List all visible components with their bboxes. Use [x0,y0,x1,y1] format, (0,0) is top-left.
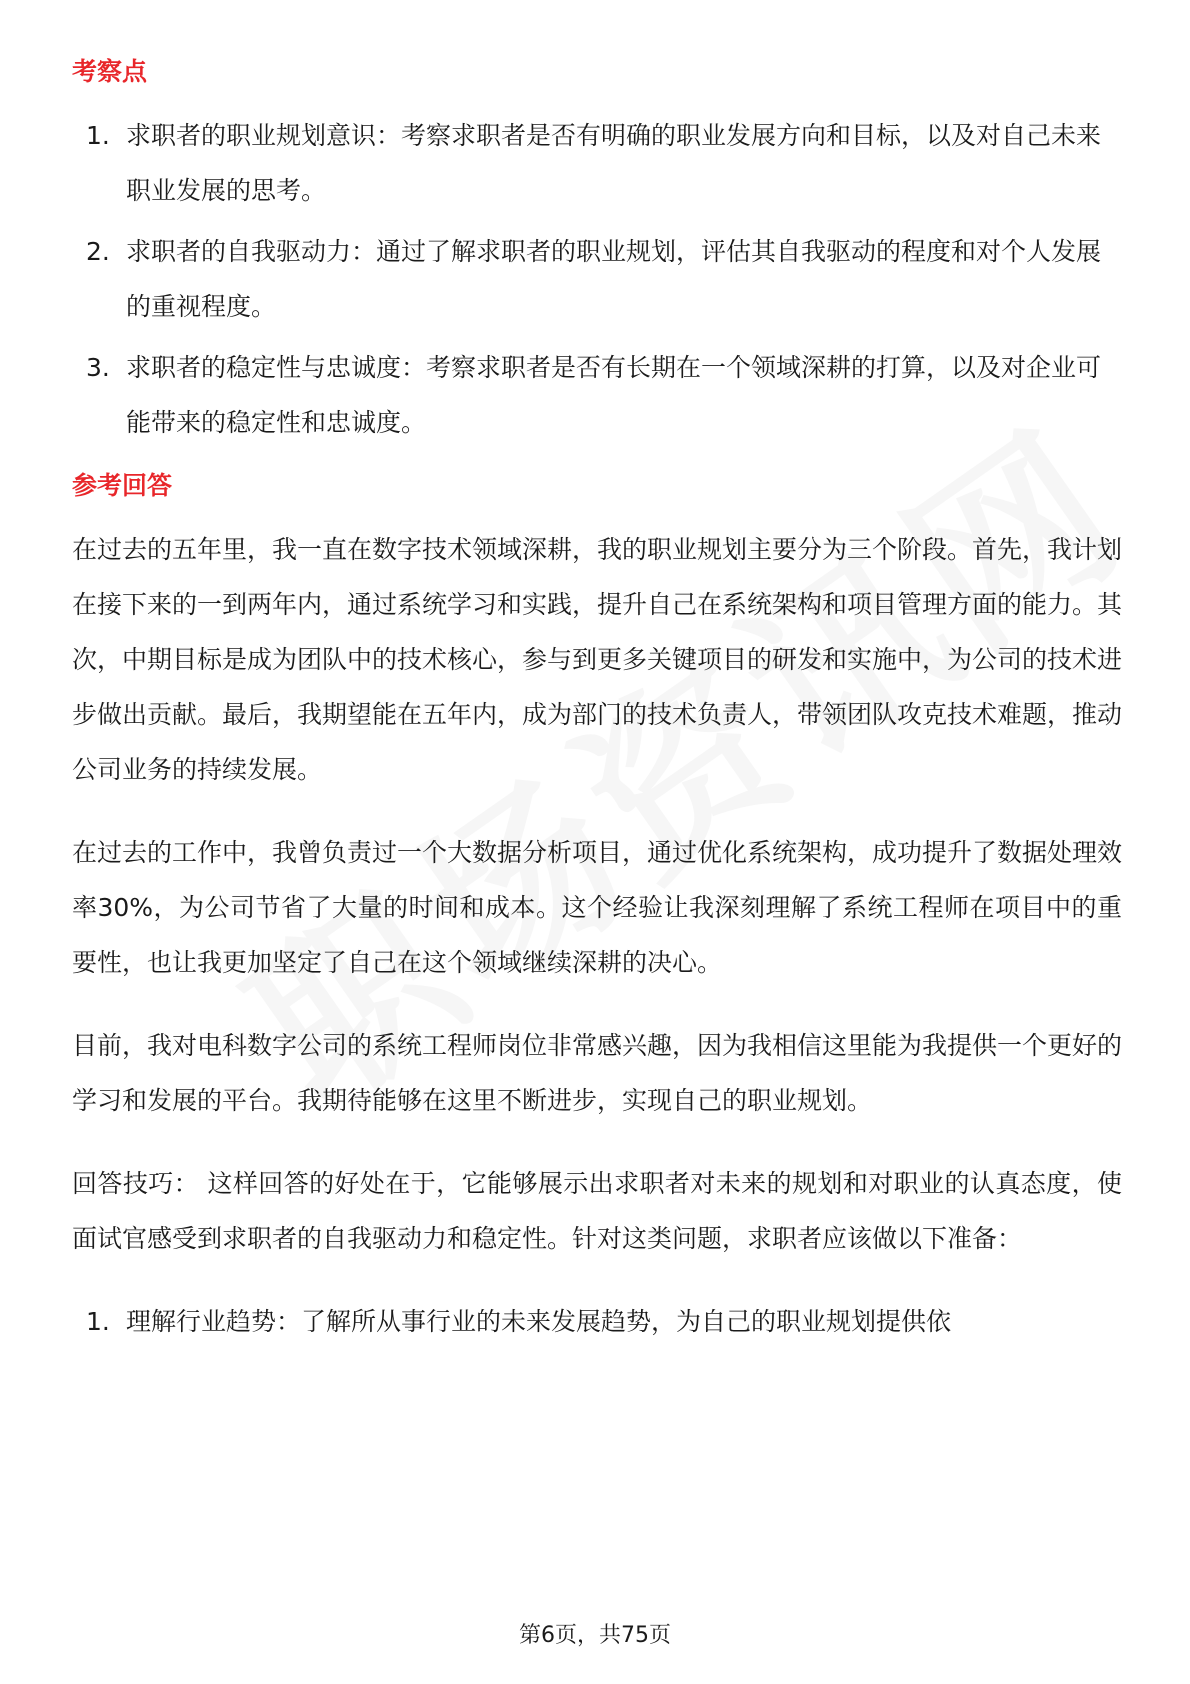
answer-paragraph: 在过去的工作中，我曾负责过一个大数据分析项目，通过优化系统架构，成功提升了数据处理效率30%，为公司节省了大量的时间和成本。这个经验让我深刻理解了系统工程师在项目中的重要性，也让我更加坚定了自己在这个领域继续深耕的决心。 [72,838,1123,977]
page-content [72,48,1122,1361]
list-item-number: 1. [86,121,110,150]
answer-paragraph: 目前，我对电科数字公司的系统工程师岗位非常感兴趣，因为我相信这里能为我提供一个更好的学习和发展的平台。我期待能够在这里不断进步，实现自己的职业规划。 [72,1031,1123,1115]
tips-list [72,1294,1122,1349]
section-title-exam-points: 考察点 [72,57,148,86]
list-item-text: 求职者的稳定性与忠诚度：考察求职者是否有长期在一个领域深耕的打算，以及对企业可能带来的稳定性和忠诚度。 [126,353,1102,437]
list-item [72,224,1122,334]
exam-points-list [72,108,1122,450]
list-item [72,1294,1122,1349]
page-number-footer: 第6页，共75页 [519,1623,671,1648]
list-item-text: 求职者的职业规划意识：考察求职者是否有明确的职业发展方向和目标，以及对自己未来职业发展的思考。 [126,121,1102,205]
answer-paragraph: 在过去的五年里，我一直在数字技术领域深耕，我的职业规划主要分为三个阶段。首先，我计划在接下来的一到两年内，通过系统学习和实践，提升自己在系统架构和项目管理方面的能力。其次，中期目标是成为团队中的技术核心，参与到更多关键项目的研发和实施中，为公司的技术进步做出贡献。最后，我期望能在五年内，成为部门的技术负责人，带领团队攻克技术难题，推动公司业务的持续发展。 [72,535,1123,784]
list-item-text: 理解行业趋势：了解所从事行业的未来发展趋势，为自己的职业规划提供依 [126,1307,952,1336]
list-item-number: 1. [86,1307,110,1336]
list-item-number: 2. [86,237,110,266]
list-item [72,108,1122,218]
list-item-text: 求职者的自我驱动力：通过了解求职者的职业规划，评估其自我驱动的程度和对个人发展的重视程度。 [126,237,1102,321]
answer-tips-paragraph: 回答技巧： 这样回答的好处在于，它能够展示出求职者对未来的规划和对职业的认真态度，使面试官感受到求职者的自我驱动力和稳定性。针对这类问题，求职者应该做以下准备： [72,1169,1122,1253]
list-item [72,340,1122,450]
section-title-reference-answer: 参考回答 [72,471,173,500]
list-item-number: 3. [86,353,110,382]
